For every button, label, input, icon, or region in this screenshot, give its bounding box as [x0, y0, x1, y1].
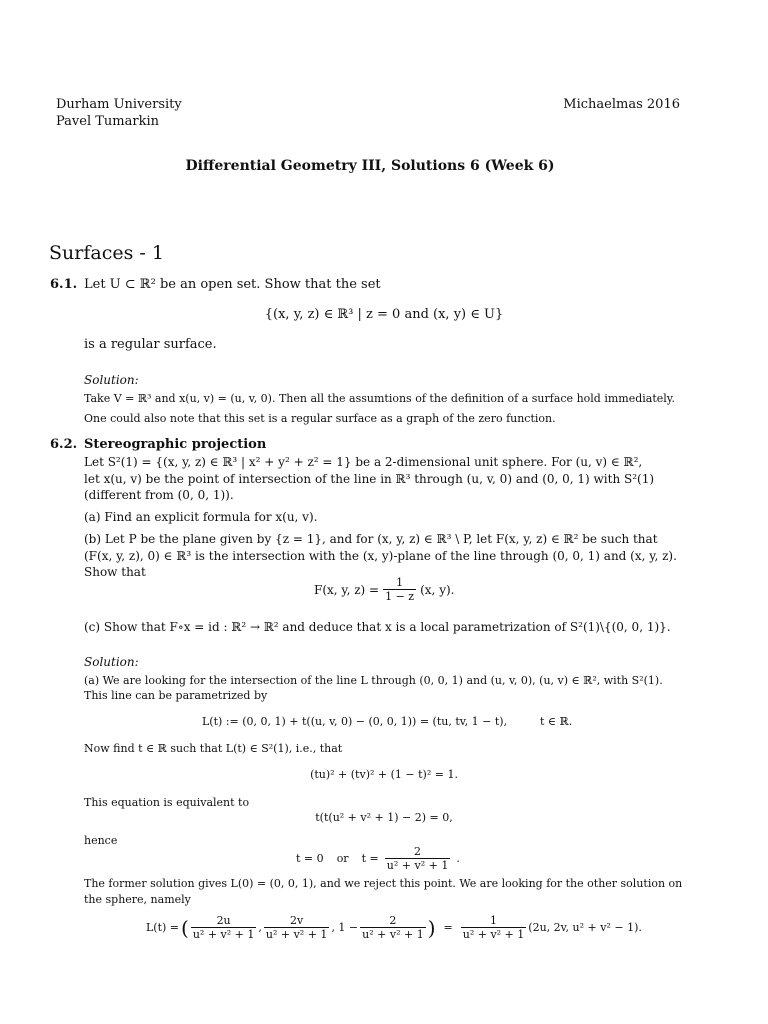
term-label: Michaelmas 2016 — [563, 97, 680, 112]
solution-6-2-line3: Now find t ∈ ℝ such that L(t) ∈ S²(1), i.e., that — [84, 742, 343, 755]
formula-F-lhs: F(x, y, z) = — [314, 582, 380, 597]
equation-final-equals: = — [443, 920, 453, 934]
equation-final-rhs: (2u, 2v, u² + v² − 1). — [528, 920, 642, 934]
equation-solution-fraction — [385, 845, 451, 872]
problem-6-2-line3: (different from (0, 0, 1)). — [84, 488, 234, 502]
equation-solution-period: . — [456, 851, 460, 865]
equation-final-denominator-3: u² + v² + 1 — [362, 928, 424, 941]
formula-F — [314, 576, 454, 603]
author-name: Pavel Tumarkin — [56, 114, 159, 129]
document-title: Differential Geometry III, Solutions 6 (Week 6) — [185, 158, 555, 174]
equation-final-fraction-3 — [360, 914, 426, 941]
solution-6-2-line4: This equation is equivalent to — [84, 796, 250, 809]
equation-final-numerator-2: 2v — [290, 914, 304, 927]
problem-6-1-tail: is a regular surface. — [84, 337, 217, 352]
problem-6-2-heading: Stereographic projection — [84, 437, 267, 452]
formula-F-denominator: 1 − z — [385, 590, 415, 603]
equation-solution-denominator: u² + v² + 1 — [386, 859, 449, 872]
section-heading: Surfaces - 1 — [49, 242, 164, 264]
equation-final-numerator-4: 1 — [490, 914, 497, 927]
equation-solution-or: or — [336, 851, 349, 865]
equation-final-denominator-1: u² + v² + 1 — [192, 928, 255, 941]
equation-final-numerator-1: 2u — [216, 914, 231, 927]
equation-final-denominator-2: u² + v² + 1 — [265, 928, 328, 941]
solution-6-2-line5: hence — [84, 834, 118, 847]
equation-final-fraction-1 — [191, 914, 257, 941]
equation-line-param-domain: t ∈ ℝ. — [540, 715, 573, 728]
right-paren-symbol: ) — [427, 915, 436, 940]
equation-solution-t-lhs: t = — [361, 851, 379, 865]
solution-6-2-line7: the sphere, namely — [84, 893, 191, 906]
equation-final-lhs: L(t) = — [146, 920, 180, 934]
solution-6-1-line2: One could also note that this set is a regular surface as a graph of the zero function. — [84, 412, 556, 425]
problem-6-2-part-a: (a) Find an explicit formula for x(u, v). — [84, 510, 318, 524]
equation-solutions — [296, 845, 460, 872]
problem-6-2-part-b-line3: Show that — [84, 565, 146, 579]
problem-6-2-part-b-line1: (b) Let P be the plane given by {z = 1}, and for (x, y, z) ∈ ℝ³ \ P, let F(x, y, z) ∈ ℝ² be such that — [84, 532, 658, 546]
problem-6-1-statement: Let U ⊂ ℝ² be an open set. Show that the set — [84, 277, 381, 292]
equation-equivalent: t(t(u² + v² + 1) − 2) = 0, — [315, 811, 453, 824]
problem-6-2-part-b-line2: (F(x, y, z), 0) ∈ ℝ³ is the intersection with the (x, y)-plane of the line through (0, 0, 1) and (x, y, z). — [84, 549, 677, 563]
formula-F-fraction — [383, 576, 416, 603]
solution-label: Solution: — [84, 655, 139, 669]
equation-solution-t0: t = 0 — [296, 851, 324, 865]
problem-number-6-1: 6.1. — [50, 277, 78, 292]
problem-number-6-2: 6.2. — [50, 437, 78, 452]
left-paren-symbol: ( — [181, 915, 189, 940]
equation-line-param: L(t) := (0, 0, 1) + t((u, v, 0) − (0, 0, 1)) = (tu, tv, 1 − t), — [202, 715, 508, 728]
equation-sphere: (tu)² + (tv)² + (1 − t)² = 1. — [310, 768, 458, 781]
equation-final-denominator-4: u² + v² + 1 — [462, 928, 525, 941]
problem-6-1-set: {(x, y, z) ∈ ℝ³ | z = 0 and (x, y) ∈ U} — [264, 307, 504, 322]
solution-6-2-line6: The former solution gives L(0) = (0, 0, 1), and we reject this point. We are looking for the other solution on — [84, 877, 683, 890]
equation-solution-numerator: 2 — [414, 845, 422, 858]
formula-F-rhs: (x, y). — [420, 582, 455, 597]
equation-final-fraction-2 — [264, 914, 330, 941]
solution-6-2-line2: This line can be parametrized by — [84, 689, 268, 702]
solution-label: Solution: — [84, 373, 139, 387]
problem-6-2-line2: let x(u, v) be the point of intersection of the line in ℝ³ through (u, v, 0) and (0, 0, 1) with S²(1) — [84, 472, 655, 486]
formula-F-numerator: 1 — [396, 576, 404, 589]
equation-final-fraction-4 — [461, 914, 527, 941]
equation-final-numerator-3: 2 — [389, 914, 397, 927]
university-name: Durham University — [56, 97, 182, 112]
solution-6-2-line1: (a) We are looking for the intersection of the line L through (0, 0, 1) and (u, v, 0), (u, v) ∈ ℝ², with S²(1). — [84, 674, 663, 687]
equation-final-comma: , — [258, 920, 262, 934]
solution-6-1-line1: Take V = ℝ³ and x(u, v) = (u, v, 0). Then all the assumtions of the definition of a surface hold immediately. — [84, 392, 676, 405]
equation-final — [146, 914, 642, 941]
equation-final-separator: , 1 − — [331, 920, 359, 934]
problem-6-2-part-c: (c) Show that F∘x = id : ℝ² → ℝ² and deduce that x is a local parametrization of S²(1)\{(0, 0, 1)}. — [84, 620, 671, 634]
problem-6-2-line1: Let S²(1) = {(x, y, z) ∈ ℝ³ | x² + y² + z² = 1} be a 2-dimensional unit sphere. For (u, v) ∈ ℝ², — [84, 455, 643, 469]
